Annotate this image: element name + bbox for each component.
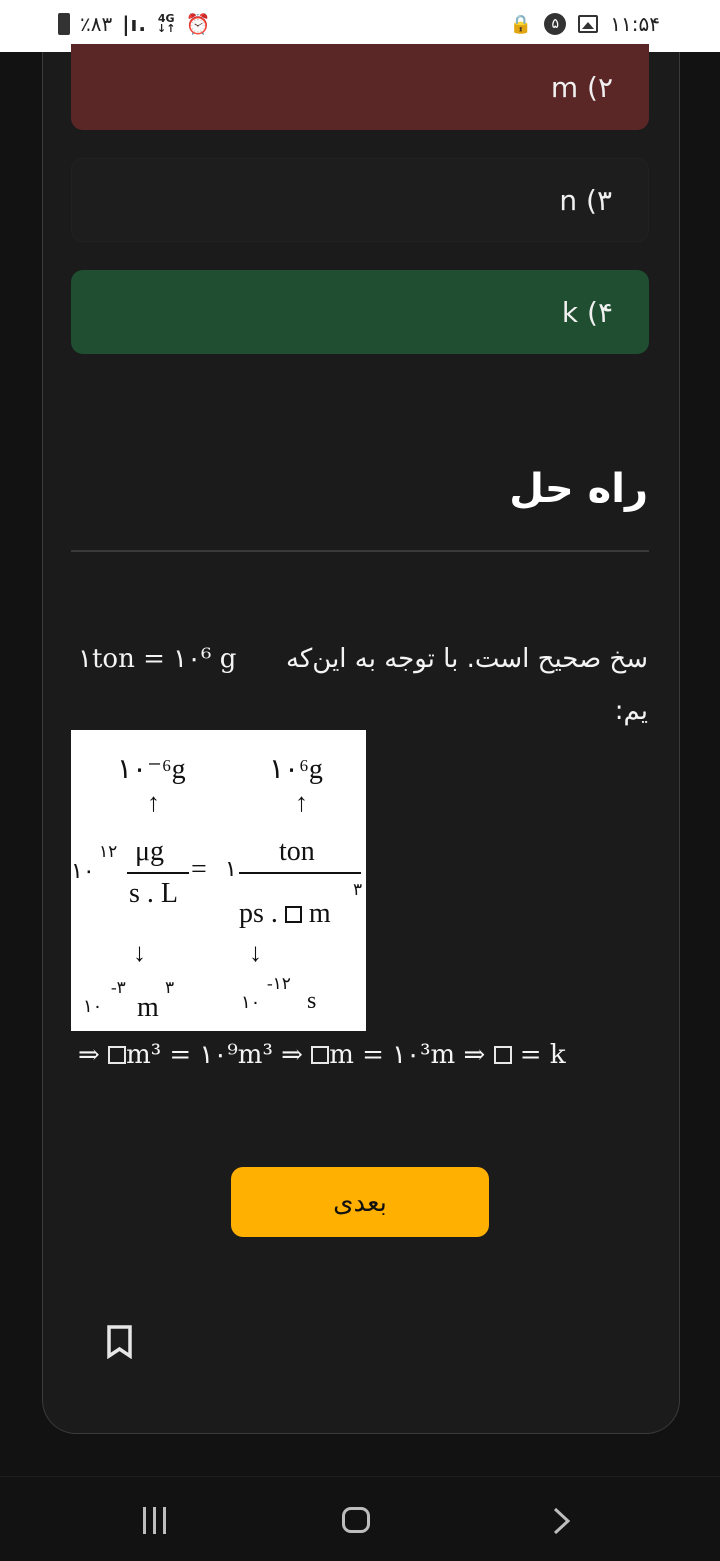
option-k[interactable] bbox=[71, 270, 649, 354]
solution-text-line1: سخ صحیح است. با توجه به این‌که bbox=[285, 644, 648, 674]
option-m[interactable] bbox=[71, 44, 649, 130]
clock: ۱۱:۵۴ bbox=[610, 12, 660, 36]
figure-bottom-left-unit-exp: ۳ bbox=[165, 978, 175, 997]
lock-icon: 🔒 bbox=[509, 13, 533, 35]
status-right bbox=[510, 12, 660, 36]
fraction-bar bbox=[239, 872, 361, 874]
fraction-bar bbox=[127, 872, 189, 874]
home-icon[interactable] bbox=[342, 1507, 370, 1533]
solution-figure bbox=[71, 730, 366, 1031]
figure-equals: = bbox=[191, 854, 207, 885]
arrow-up-icon: ↑ bbox=[295, 788, 308, 817]
next-button[interactable]: بعدی bbox=[231, 1167, 489, 1237]
figure-top-right: ۱۰⁶g bbox=[269, 754, 323, 785]
system-nav-bar bbox=[0, 1476, 720, 1561]
solution-title: راه حل bbox=[509, 466, 648, 512]
solution-formula-final: ⇒ m³ = ۱۰⁹m³ ⇒ m = ۱۰³m ⇒ = k bbox=[78, 1040, 566, 1070]
solution-text-line2: یم: bbox=[614, 696, 648, 726]
figure-top-left: ۱۰⁻⁶g bbox=[117, 754, 186, 785]
alarm-icon: ⏰ bbox=[185, 12, 211, 36]
arrow-down-icon: ↓ bbox=[133, 938, 146, 967]
figure-bottom-right-exp: -۱۲ bbox=[267, 974, 291, 993]
option-label: m (۲ bbox=[550, 70, 613, 104]
back-chevron-icon[interactable] bbox=[550, 1507, 572, 1535]
figure-left-num: μg bbox=[135, 836, 165, 867]
option-label: n (۳ bbox=[559, 183, 612, 217]
figure-left-exp: ۱۲ bbox=[99, 842, 118, 861]
divider bbox=[71, 550, 649, 552]
option-label: k (۴ bbox=[561, 295, 613, 329]
figure-bottom-left-exp: -۳ bbox=[111, 978, 126, 997]
status-left bbox=[58, 12, 210, 36]
figure-left-den: s . L bbox=[129, 878, 178, 909]
bookmark-icon[interactable] bbox=[106, 1325, 133, 1359]
figure-right-den: ps . m bbox=[239, 898, 331, 929]
notification-badge: ۵ bbox=[544, 13, 566, 35]
gallery-icon bbox=[578, 15, 598, 33]
option-n[interactable] bbox=[71, 158, 649, 242]
unknown-box bbox=[494, 1046, 512, 1064]
unknown-box bbox=[311, 1046, 329, 1064]
solution-formula-inline: ۱ton = ۱۰⁶ g bbox=[78, 644, 237, 674]
battery-percent: ٪۸۳ bbox=[80, 12, 113, 36]
figure-bottom-right-base: ۱۰ bbox=[241, 992, 261, 1012]
figure-bottom-left-unit: m bbox=[137, 992, 159, 1023]
unknown-box bbox=[285, 906, 302, 923]
arrow-up-icon: ↑ bbox=[147, 788, 160, 817]
arrow-down-icon: ↓ bbox=[249, 938, 262, 967]
figure-left-prefix: ۱۰ bbox=[71, 858, 95, 883]
figure-bottom-left-base: ۱۰ bbox=[83, 996, 103, 1016]
figure-right-den-exp: ۳ bbox=[353, 880, 363, 899]
figure-right-num: ton bbox=[279, 836, 315, 867]
unknown-box bbox=[108, 1046, 126, 1064]
signal-icon: |ı. bbox=[122, 12, 147, 36]
figure-one: ۱ bbox=[225, 856, 237, 881]
figure-bottom-right-unit: s bbox=[307, 988, 317, 1014]
recent-apps-icon[interactable] bbox=[143, 1507, 166, 1534]
battery-icon bbox=[58, 13, 70, 35]
network-type: 4G ↓↑ bbox=[157, 12, 176, 35]
